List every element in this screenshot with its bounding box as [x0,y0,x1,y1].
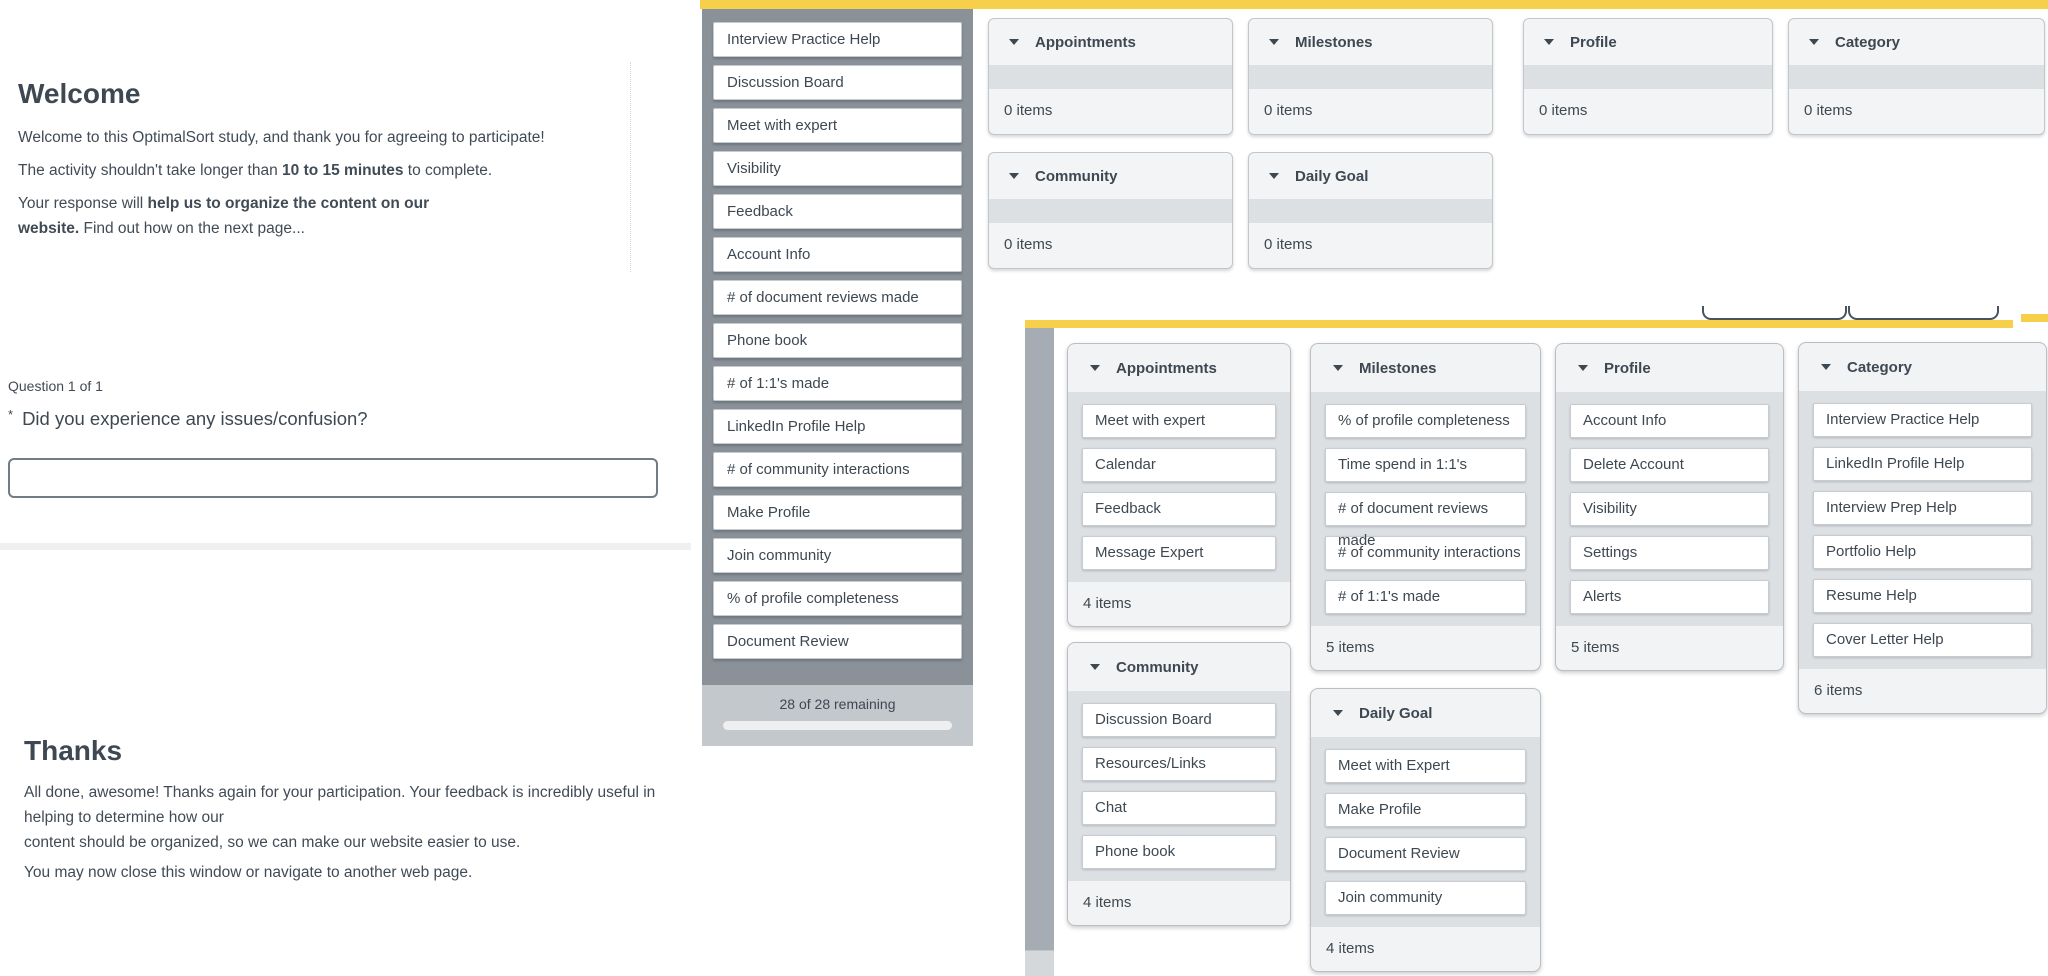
item-count: 4 items [1326,940,1375,957]
category-box-category-empty[interactable] [1788,18,2045,135]
caret-down-icon[interactable] [1009,39,1019,45]
group-box-profile[interactable] [1555,343,1784,671]
item-count: 5 items [1326,639,1375,656]
group-card[interactable]: Settings [1570,536,1769,570]
caret-down-icon[interactable] [1090,365,1100,371]
group-card[interactable]: Alerts [1570,580,1769,614]
group-card[interactable]: Time spend in 1:1's [1325,448,1526,482]
welcome-p3-bold: help us to organize the content on our website. [18,195,430,237]
category-header[interactable] [1249,19,1492,65]
group-drop-zone[interactable] [1556,392,1783,626]
group-header[interactable] [1311,344,1540,392]
card-stack [702,9,973,659]
group-card[interactable]: # of 1:1's made [1325,580,1526,614]
category-box-appointments-empty[interactable] [988,18,1233,135]
sort-card[interactable]: % of profile completeness [713,581,962,616]
category-box-dailygoal-empty[interactable] [1248,152,1493,269]
required-marker: * [8,407,14,422]
group-header[interactable] [1799,343,2046,391]
question-label: Did you experience any issues/confusion? [22,408,368,429]
group-card[interactable]: Join community [1325,881,1526,915]
thanks-p1-line2: content should be organized, so we can make our website easier to use. [24,834,521,851]
category-box-milestones-empty[interactable] [1248,18,1493,135]
question-progress: Question 1 of 1 [8,378,103,394]
caret-down-icon[interactable] [1578,365,1588,371]
group-card[interactable]: # of community interactions [1325,536,1526,570]
welcome-p2-post: to complete. [403,162,493,179]
sort-card[interactable]: Meet with expert [713,108,962,143]
category-drop-zone[interactable] [1789,65,2044,89]
group-header[interactable] [1311,689,1540,737]
item-count: 0 items [1004,102,1053,119]
group-card[interactable]: Cover Letter Help [1813,623,2032,657]
group-header[interactable] [1068,643,1290,691]
caret-down-icon[interactable] [1809,39,1819,45]
group-card[interactable]: Document Review [1325,837,1526,871]
group-card[interactable]: Meet with Expert [1325,749,1526,783]
sort-card[interactable]: # of community interactions [713,452,962,487]
group-header[interactable] [1068,344,1290,392]
category-label: Community [1035,167,1118,185]
category-drop-zone[interactable] [1249,199,1492,223]
group-card[interactable]: Delete Account [1570,448,1769,482]
group-box-category[interactable] [1798,342,2047,714]
sort-card[interactable]: Interview Practice Help [713,22,962,57]
group-label: Category [1847,358,1913,376]
top-accent-bar [700,0,2048,9]
sort-card[interactable]: LinkedIn Profile Help [713,409,962,444]
item-count: 0 items [1004,236,1053,253]
group-card[interactable]: Calendar [1082,448,1276,482]
sort-card[interactable]: Make Profile [713,495,962,530]
group-drop-zone[interactable] [1068,392,1290,582]
thanks-title: Thanks [24,735,123,766]
sort-card[interactable]: Phone book [713,323,962,358]
clipped-button[interactable] [1848,306,1999,320]
welcome-paragraph-3 [18,191,450,241]
thanks-paragraph-1 [24,780,684,855]
vertical-divider [630,62,631,272]
answer-input[interactable] [8,458,658,498]
group-card[interactable]: Feedback [1082,492,1276,526]
sort-card[interactable]: Document Review [713,624,962,659]
group-card[interactable]: Discussion Board [1082,703,1276,737]
group-card[interactable]: Make Profile [1325,793,1526,827]
item-count: 6 items [1814,682,1863,699]
group-drop-zone[interactable] [1799,391,2046,669]
category-header[interactable] [989,153,1232,199]
caret-down-icon[interactable] [1333,365,1343,371]
category-box-community-empty[interactable] [988,152,1233,269]
sort-card[interactable]: Join community [713,538,962,573]
category-header[interactable] [1789,19,2044,65]
question-text [8,407,368,430]
remaining-count: 28 of 28 remaining [779,696,896,712]
category-box-profile-empty[interactable] [1523,18,1773,135]
category-drop-zone[interactable] [989,199,1232,223]
item-count: 0 items [1539,102,1588,119]
progress-bar [723,721,952,730]
item-count: 0 items [1804,102,1853,119]
group-label: Profile [1604,359,1651,377]
category-header[interactable] [1249,153,1492,199]
bottom-accent-bar [1025,320,2013,328]
group-box-dailygoal[interactable] [1310,688,1541,972]
welcome-p3-post: Find out how on the next page... [79,220,305,237]
category-label: Daily Goal [1295,167,1369,185]
caret-down-icon[interactable] [1333,710,1343,716]
welcome-paragraph-1: Welcome to this OptimalSort study, and thank you for agreeing to participate! [18,129,545,146]
group-card[interactable]: Portfolio Help [1813,535,2032,569]
group-label: Milestones [1359,359,1437,377]
caret-down-icon[interactable] [1269,39,1279,45]
item-count: 0 items [1264,102,1313,119]
sort-card[interactable]: Feedback [713,194,962,229]
group-card[interactable]: Account Info [1570,404,1769,438]
group-box-milestones[interactable] [1310,343,1541,671]
group-card[interactable]: Chat [1082,791,1276,825]
group-card[interactable]: Visibility [1570,492,1769,526]
thanks-paragraph-2: You may now close this window or navigate to another web page. [24,864,473,881]
cards-footer [702,685,973,746]
category-drop-zone[interactable] [989,65,1232,89]
group-card[interactable]: Meet with expert [1082,404,1276,438]
group-card[interactable]: Phone book [1082,835,1276,869]
caret-down-icon[interactable] [1269,173,1279,179]
section-divider [0,543,691,550]
item-count: 4 items [1083,595,1132,612]
group-header[interactable] [1556,344,1783,392]
category-label: Appointments [1035,33,1136,51]
group-card[interactable]: Interview Prep Help [1813,491,2032,525]
welcome-title: Welcome [18,78,141,109]
group-label: Appointments [1116,359,1217,377]
item-count: 4 items [1083,894,1132,911]
bottom-accent-bar-fragment [2021,314,2048,322]
group-card[interactable]: Message Expert [1082,536,1276,570]
clipped-button[interactable] [1702,306,1847,320]
thanks-p1-line1: All done, awesome! Thanks again for your participation. Your feedback is incredibly useful in helping to determine how our [24,784,656,826]
group-label: Daily Goal [1359,704,1433,722]
group-label: Community [1116,658,1199,676]
group-drop-zone[interactable] [1311,737,1540,927]
group-drop-zone[interactable] [1068,691,1290,881]
welcome-p3-pre: Your response will [18,195,148,212]
sort-card[interactable]: Discussion Board [713,65,962,100]
caret-down-icon[interactable] [1009,173,1019,179]
item-count: 5 items [1571,639,1620,656]
sort-card[interactable]: Account Info [713,237,962,272]
caret-down-icon[interactable] [1090,664,1100,670]
category-drop-zone[interactable] [1524,65,1772,89]
cards-column-edge-footer [1025,950,1054,976]
group-card[interactable]: % of profile completeness [1325,404,1526,438]
welcome-p2-bold: 10 to 15 minutes [282,162,404,179]
caret-down-icon[interactable] [1821,364,1831,370]
category-label: Category [1835,33,1901,51]
category-header[interactable] [1524,19,1772,65]
item-count: 0 items [1264,236,1313,253]
group-card[interactable]: # of document reviews [1325,492,1526,526]
group-card[interactable]: Interview Practice Help [1813,403,2032,437]
welcome-paragraph-2 [18,158,578,183]
category-label: Milestones [1295,33,1373,51]
group-drop-zone[interactable] [1311,392,1540,626]
category-label: Profile [1570,33,1617,51]
group-card[interactable]: Resources/Links [1082,747,1276,781]
welcome-p2-pre: The activity shouldn't take longer than [18,162,283,179]
group-box-community[interactable] [1067,642,1291,926]
caret-down-icon[interactable] [1544,39,1554,45]
sort-card[interactable]: # of 1:1's made [713,366,962,401]
cards-column-edge [1025,328,1054,950]
group-card[interactable]: LinkedIn Profile Help [1813,447,2032,481]
group-box-appointments[interactable] [1067,343,1291,627]
cards-column [702,9,973,746]
sort-card[interactable]: Visibility [713,151,962,186]
category-header[interactable] [989,19,1232,65]
group-card[interactable]: Resume Help [1813,579,2032,613]
category-drop-zone[interactable] [1249,65,1492,89]
sort-card[interactable]: # of document reviews made [713,280,962,315]
